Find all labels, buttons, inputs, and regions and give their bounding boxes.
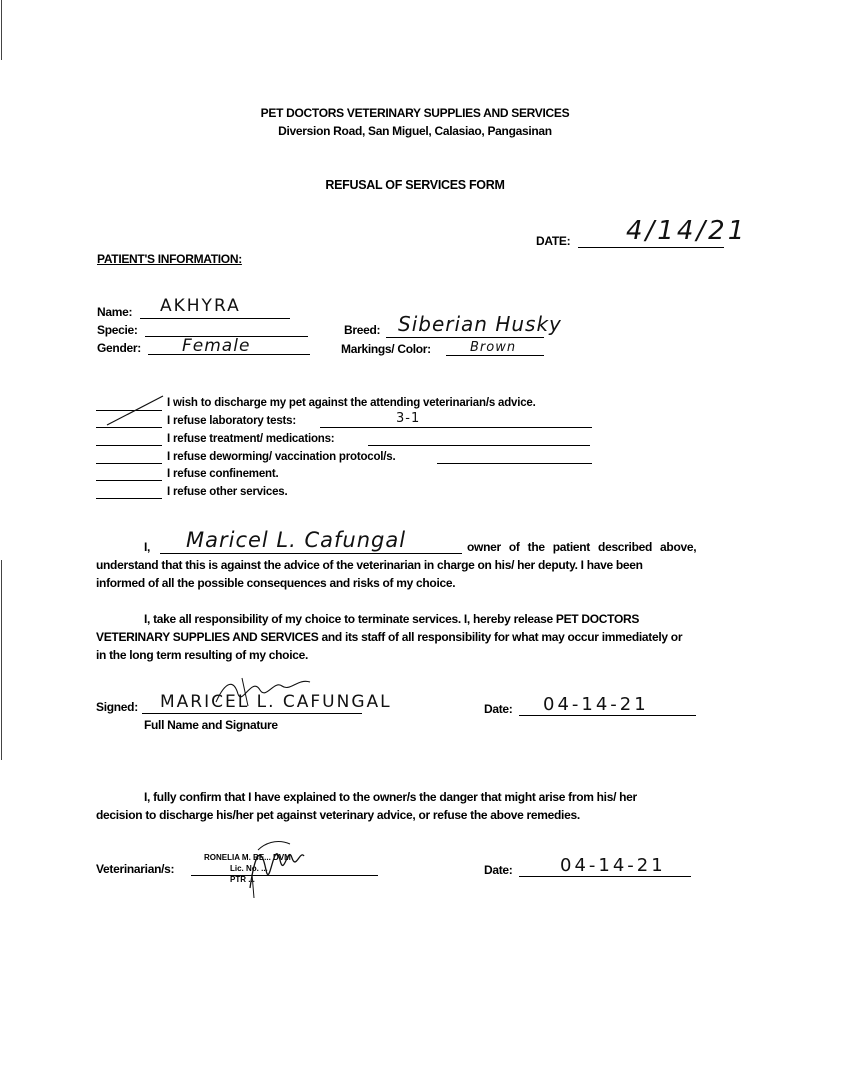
owner-name-line xyxy=(160,553,462,554)
date-line xyxy=(578,247,724,248)
name-value: AKHYRA xyxy=(160,296,241,316)
owner-line1-rest: owner of the patient described above, xyxy=(467,540,697,554)
treatment-line xyxy=(368,445,590,446)
responsibility-line1: I, take all responsibility of my choice to terminate services. I, hereby release PET DOCTORS xyxy=(144,612,640,626)
veterinarian-date-label: Date: xyxy=(484,863,513,877)
stamp-ptr: PTR ... xyxy=(230,875,255,884)
veterinarian-date-value: 04-14-21 xyxy=(560,855,666,876)
stamp-license: Lic. No. ... xyxy=(230,864,268,873)
company-address: Diversion Road, San Miguel, Calasiao, Pangasinan xyxy=(278,124,552,138)
lab-tests-value: 3-1 xyxy=(396,411,421,426)
breed-line xyxy=(386,337,544,338)
lab-tests-line xyxy=(320,427,592,428)
breed-label: Breed: xyxy=(344,323,381,337)
owner-signature xyxy=(212,672,322,712)
date-label: DATE: xyxy=(536,234,571,248)
name-line xyxy=(140,318,290,319)
name-label: Name: xyxy=(97,305,133,319)
confirmation-line2: decision to discharge his/her pet against veterinary advice, or refuse the above remedies. xyxy=(96,808,580,822)
checklist-item-treatment: I refuse treatment/ medications: xyxy=(167,433,335,445)
stamp-name: RONELIA M. BE... DVM xyxy=(204,853,291,862)
scan-artifact xyxy=(1,560,2,760)
checklist-item-other: I refuse other services. xyxy=(167,486,288,498)
veterinarian-signature xyxy=(240,830,310,900)
checklist-item-confinement: I refuse confinement. xyxy=(167,468,279,480)
markings-label: Markings/ Color: xyxy=(341,342,431,356)
checklist-blank[interactable] xyxy=(96,427,162,428)
checklist-blank[interactable] xyxy=(96,480,162,481)
specie-label: Specie: xyxy=(97,323,138,337)
owner-line2: understand that this is against the advice of the veterinarian in charge on his/ her deputy. I have been xyxy=(96,558,643,572)
checklist-blank[interactable] xyxy=(96,498,162,499)
checklist-item-discharge: I wish to discharge my pet against the attending veterinarian/s advice. xyxy=(167,397,536,409)
owner-prefix: I, xyxy=(144,540,151,554)
scan-artifact xyxy=(1,0,2,60)
gender-value: Female xyxy=(182,336,251,356)
signed-date-value: 04-14-21 xyxy=(543,694,649,715)
date-value: 4/14/21 xyxy=(626,216,748,246)
checkmark-icon xyxy=(105,392,165,428)
markings-line xyxy=(446,355,544,356)
breed-value: Siberian Husky xyxy=(398,312,562,336)
markings-value: Brown xyxy=(470,340,517,355)
signed-date-label: Date: xyxy=(484,702,513,716)
veterinarian-label: Veterinarian/s: xyxy=(96,862,175,876)
owner-line3: informed of all the possible consequences and risks of my choice. xyxy=(96,576,456,590)
signed-line xyxy=(142,713,362,714)
checklist-item-deworming: I refuse deworming/ vaccination protocol/s. xyxy=(167,451,396,463)
checklist-blank[interactable] xyxy=(96,445,162,446)
confirmation-line1: I, fully confirm that I have explained to the owner/s the danger that might arise from his/ her xyxy=(144,790,637,804)
signed-label: Signed: xyxy=(96,700,138,714)
deworming-line xyxy=(437,463,592,464)
signed-value: MARICEL L. CAFUNGAL xyxy=(160,692,392,712)
company-name: PET DOCTORS VETERINARY SUPPLIES AND SERVICES xyxy=(260,106,570,120)
checklist-blank[interactable] xyxy=(96,463,162,464)
signed-caption: Full Name and Signature xyxy=(144,718,278,732)
form-title: REFUSAL OF SERVICES FORM xyxy=(325,178,505,192)
signed-date-line xyxy=(519,715,696,716)
patient-section-title: PATIENT'S INFORMATION: xyxy=(97,252,242,266)
checklist-item-lab-tests: I refuse laboratory tests: xyxy=(167,415,297,427)
responsibility-line2: VETERINARY SUPPLIES AND SERVICES and its staff of all responsibility for what may occur immediately or xyxy=(96,630,683,644)
responsibility-line3: in the long term resulting of my choice. xyxy=(96,648,309,662)
owner-name-value: Maricel L. Cafungal xyxy=(186,528,407,552)
veterinarian-date-line xyxy=(519,876,691,877)
gender-label: Gender: xyxy=(97,341,141,355)
